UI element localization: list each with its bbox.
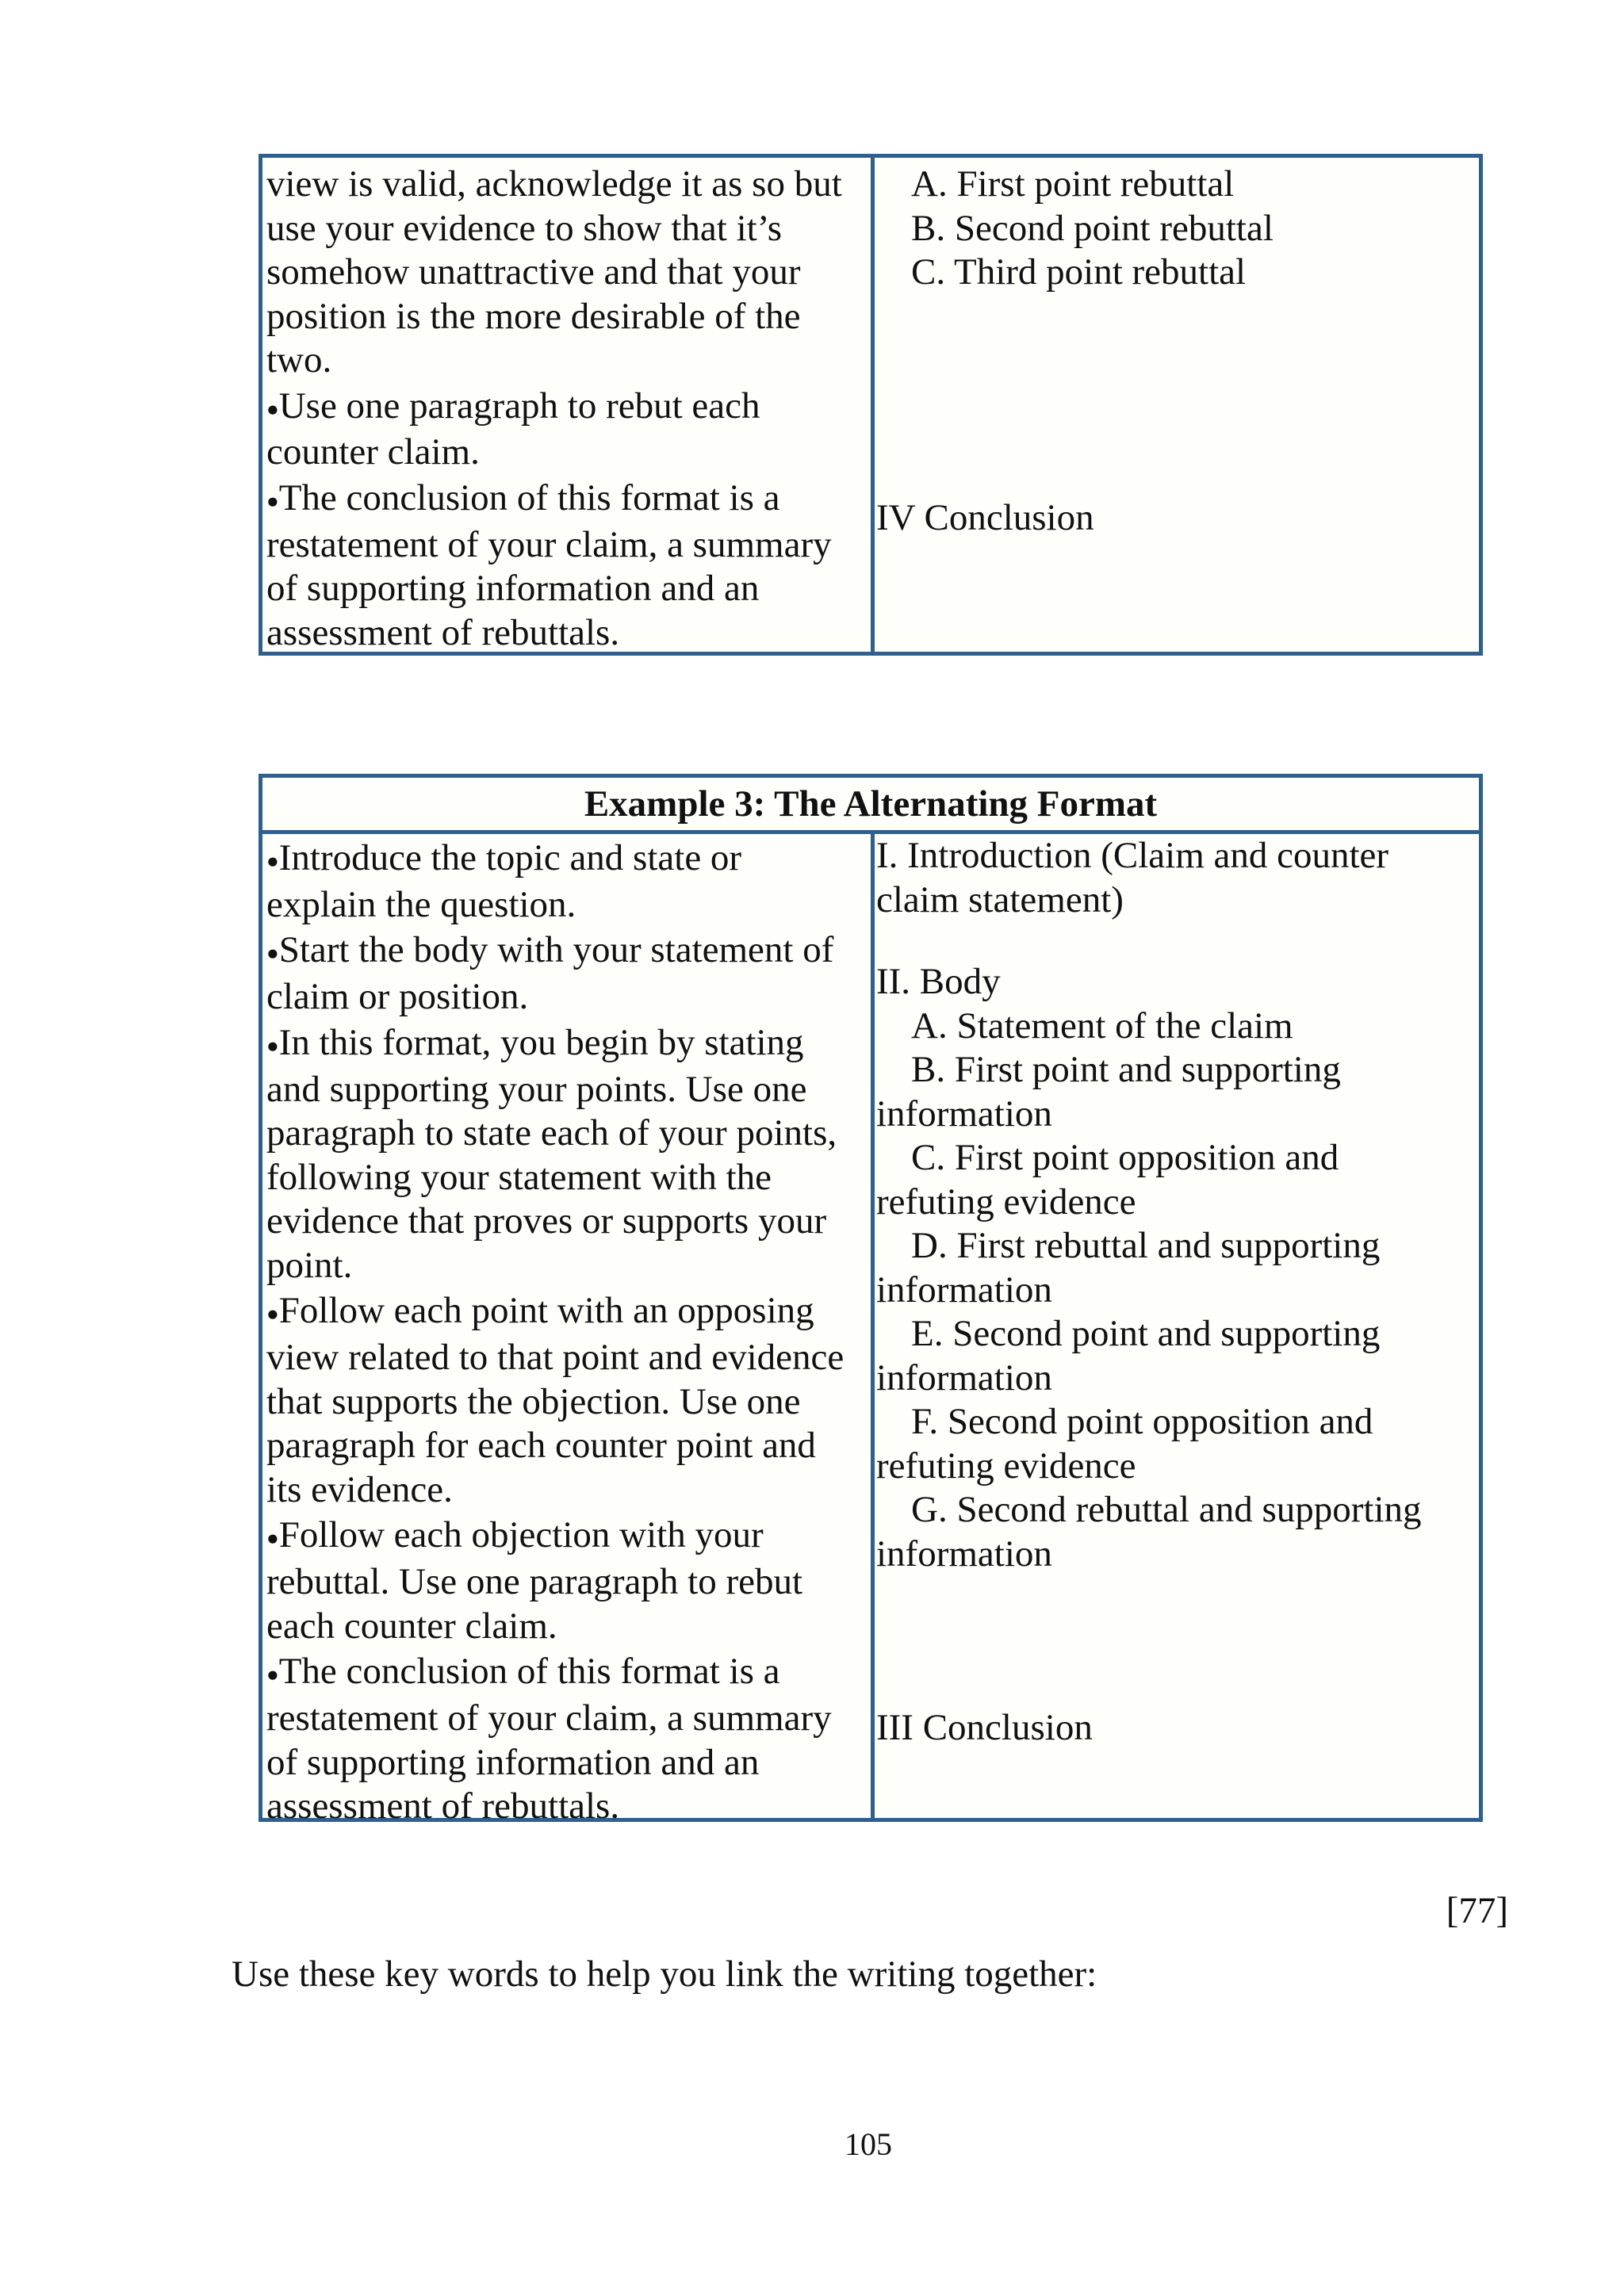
bullet-icon: ●	[266, 1302, 279, 1326]
bullet-icon: ●	[266, 489, 279, 513]
outline-intro: claim statement)	[876, 878, 1124, 920]
outline-column	[876, 163, 1274, 540]
text-line: assessment of rebuttals.	[266, 611, 620, 653]
bullet-icon: ●	[266, 396, 279, 420]
text-line: restatement of your claim, a summary	[266, 1697, 832, 1739]
text-line: paragraph to state each of your points,	[266, 1112, 837, 1154]
bullet-item: ●The conclusion of this format is a	[266, 1651, 780, 1693]
text-line: position is the more desirable of the	[266, 295, 801, 337]
page-number: 105	[845, 2126, 892, 2162]
text-line: and supporting your points. Use one	[266, 1068, 807, 1110]
format-table-continued	[259, 154, 1483, 656]
text-line: use your evidence to show that it’s	[266, 207, 783, 249]
outline-item: D. First rebuttal and supporting	[911, 1225, 1381, 1266]
outline-conclusion: IV Conclusion	[876, 496, 1094, 538]
description-column	[266, 836, 844, 1829]
column-divider	[871, 158, 875, 652]
outline-item: C. First point opposition and	[911, 1137, 1339, 1178]
bullet-icon: ●	[266, 1034, 279, 1058]
bullet-item: ●Follow each objection with your	[266, 1514, 764, 1556]
text-line: that supports the objection. Use one	[266, 1380, 801, 1422]
outline-item-cont: refuting evidence	[876, 1445, 1136, 1487]
text-line: paragraph for each counter point and	[266, 1425, 816, 1467]
bullet-icon: ●	[266, 1663, 279, 1686]
outline-intro: I. Introduction (Claim and counter	[876, 835, 1389, 876]
outline-item: F. Second point opposition and	[911, 1401, 1373, 1442]
outline-item-cont: information	[876, 1357, 1052, 1399]
bullet-item: ●Follow each point with an opposing	[266, 1290, 814, 1332]
text-line: of supporting information and an	[266, 568, 760, 610]
bullet-item: ●The conclusion of this format is a	[266, 476, 780, 519]
bullet-icon: ●	[266, 941, 279, 965]
text-line: evidence that proves or supports your	[266, 1200, 827, 1242]
outline-column	[876, 834, 1422, 1751]
text-line: assessment of rebuttals.	[266, 1785, 620, 1827]
text-line: of supporting information and an	[266, 1741, 760, 1783]
bullet-item: ●Use one paragraph to rebut each	[266, 385, 760, 427]
bullet-icon: ●	[266, 849, 279, 873]
text-line: point.	[266, 1244, 353, 1286]
text-line: somehow unattractive and that your	[266, 251, 801, 293]
table-title: Example 3: The Alternating Format	[262, 778, 1479, 834]
text-line: following your statement with the	[266, 1156, 772, 1198]
column-divider	[871, 834, 875, 1818]
outline-conclusion: III Conclusion	[876, 1707, 1093, 1748]
text-line: view is valid, acknowledge it as so but	[266, 163, 842, 205]
text-line: counter claim.	[266, 431, 480, 473]
outline-item: B. First point and supporting	[911, 1049, 1341, 1090]
text-line: rebuttal. Use one paragraph to rebut	[266, 1561, 803, 1603]
text-line: view related to that point and evidence	[266, 1337, 845, 1379]
outline-item: A. Statement of the claim	[911, 1004, 1293, 1047]
outline-item-cont: information	[876, 1093, 1052, 1135]
outline-body-heading: II. Body	[876, 961, 1001, 1002]
alternating-format-table	[259, 774, 1483, 1827]
bullet-icon: ●	[266, 1526, 279, 1550]
text-line: its evidence.	[266, 1468, 453, 1510]
outline-item: G. Second rebuttal and supporting	[911, 1489, 1422, 1530]
text-line: restatement of your claim, a summary	[266, 523, 832, 565]
text-line: explain the question.	[266, 883, 576, 925]
outline-item: E. Second point and supporting	[911, 1313, 1381, 1354]
text-line: each counter claim.	[266, 1605, 557, 1647]
reference-marker: [77]	[1446, 1890, 1508, 1931]
outline-item: A. First point rebuttal	[911, 163, 1235, 205]
outline-item: C. Third point rebuttal	[911, 251, 1247, 293]
outline-item: B. Second point rebuttal	[911, 207, 1274, 249]
text-line: claim or position.	[266, 976, 529, 1018]
outline-item-cont: information	[876, 1269, 1052, 1311]
outline-item-cont: refuting evidence	[876, 1181, 1136, 1223]
bullet-item: ●Start the body with your statement of	[266, 929, 834, 971]
bullet-item: ●In this format, you begin by stating	[266, 1021, 804, 1063]
bullet-item: ●Introduce the topic and state or	[266, 837, 742, 878]
text-line: two.	[266, 339, 332, 381]
closing-instruction: Use these key words to help you link the writing together:	[232, 1954, 1097, 1995]
description-column	[266, 163, 842, 655]
outline-item-cont: information	[876, 1533, 1052, 1575]
